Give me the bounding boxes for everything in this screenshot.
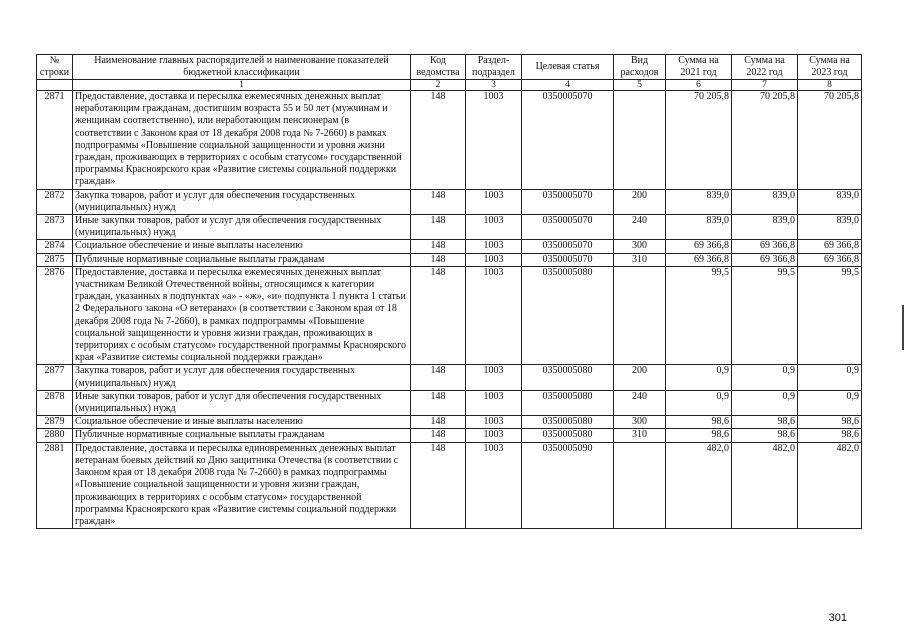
sum-2023: 0,9 (798, 365, 862, 390)
target-item: 0350005070 (522, 253, 614, 266)
budget-table (36, 54, 862, 529)
target-item: 0350005070 (522, 189, 614, 214)
row-number: 2875 (37, 253, 73, 266)
expense-type: 240 (614, 215, 666, 240)
row-name: Публичные нормативные социальные выплаты гражданам (73, 253, 411, 266)
row-number: 2880 (37, 429, 73, 442)
table-row (37, 416, 862, 429)
sum-2021: 482,0 (666, 442, 732, 528)
sum-2023: 482,0 (798, 442, 862, 528)
header-sum-2023: Сумма на 2023 год (798, 55, 862, 80)
row-number: 2879 (37, 416, 73, 429)
page-number: 301 (828, 612, 847, 624)
row-number: 2874 (37, 240, 73, 253)
sum-2023: 98,6 (798, 429, 862, 442)
table-body (37, 91, 862, 529)
header-row-number: № строки (37, 55, 73, 80)
sum-2022: 69 366,8 (732, 253, 798, 266)
expense-type (614, 266, 666, 365)
header-target-item: Целевая статья (522, 55, 614, 80)
sum-2022: 839,0 (732, 215, 798, 240)
expense-type: 240 (614, 390, 666, 415)
row-name: Социальное обеспечение и иные выплаты населению (73, 416, 411, 429)
column-number: 6 (666, 80, 732, 91)
section-code: 1003 (466, 416, 522, 429)
target-item: 0350005070 (522, 91, 614, 190)
section-code: 1003 (466, 91, 522, 190)
sum-2022: 98,6 (732, 429, 798, 442)
sum-2021: 98,6 (666, 429, 732, 442)
sum-2021: 69 366,8 (666, 240, 732, 253)
department-code: 148 (411, 91, 466, 190)
department-code: 148 (411, 253, 466, 266)
sum-2022: 70 205,8 (732, 91, 798, 190)
expense-type: 300 (614, 416, 666, 429)
expense-type: 310 (614, 429, 666, 442)
column-number: 1 (73, 80, 411, 91)
row-name: Предоставление, доставка и пересылка ежемесячных денежных выплат неработающим гражданам, достигшим возраста 55 и 50 лет (мужчинам и женщинам соответственно), или неработающим пенсионерам (в соответствии с Законом края от 18 декабря 2008 года № 7-2660) в рамках подпрограммы «Повышение социальной защищенности и уровня жизни граждан, проживающих в территориях с особым статусом» государственной программы Красноярского края «Развитие системы социальной поддержки граждан» (73, 91, 411, 190)
department-code: 148 (411, 189, 466, 214)
row-name: Социальное обеспечение и иные выплаты населению (73, 240, 411, 253)
target-item: 0350005080 (522, 365, 614, 390)
column-number: 7 (732, 80, 798, 91)
table-row (37, 189, 862, 214)
row-number: 2873 (37, 215, 73, 240)
expense-type: 310 (614, 253, 666, 266)
scan-edge-mark (902, 305, 904, 350)
table-row (37, 91, 862, 190)
table-row (37, 390, 862, 415)
sum-2021: 0,9 (666, 365, 732, 390)
table-row (37, 240, 862, 253)
header-sum-2021: Сумма на 2021 год (666, 55, 732, 80)
header-expense-type: Вид расходов (614, 55, 666, 80)
expense-type: 300 (614, 240, 666, 253)
target-item: 0350005080 (522, 266, 614, 365)
column-number: 5 (614, 80, 666, 91)
table-row (37, 365, 862, 390)
header-row (37, 55, 862, 80)
sum-2021: 70 205,8 (666, 91, 732, 190)
row-name: Закупка товаров, работ и услуг для обеспечения государственных (муниципальных) нужд (73, 189, 411, 214)
column-number: 2 (411, 80, 466, 91)
table-row (37, 442, 862, 528)
sum-2022: 99,5 (732, 266, 798, 365)
header-sum-2022: Сумма на 2022 год (732, 55, 798, 80)
sum-2021: 99,5 (666, 266, 732, 365)
sum-2021: 0,9 (666, 390, 732, 415)
sum-2021: 839,0 (666, 189, 732, 214)
section-code: 1003 (466, 266, 522, 365)
section-code: 1003 (466, 442, 522, 528)
sum-2023: 839,0 (798, 215, 862, 240)
sum-2023: 839,0 (798, 189, 862, 214)
table-row (37, 266, 862, 365)
row-name: Иные закупки товаров, работ и услуг для обеспечения государственных (муниципальных) нужд (73, 215, 411, 240)
target-item: 0350005080 (522, 429, 614, 442)
expense-type (614, 442, 666, 528)
column-number: 3 (466, 80, 522, 91)
sum-2022: 482,0 (732, 442, 798, 528)
table-row (37, 215, 862, 240)
row-number: 2871 (37, 91, 73, 190)
sum-2023: 0,9 (798, 390, 862, 415)
column-number: 4 (522, 80, 614, 91)
column-number (37, 80, 73, 91)
sum-2021: 98,6 (666, 416, 732, 429)
expense-type: 200 (614, 365, 666, 390)
department-code: 148 (411, 390, 466, 415)
section-code: 1003 (466, 429, 522, 442)
department-code: 148 (411, 416, 466, 429)
row-name: Предоставление, доставка и пересылка ежемесячных денежных выплат участникам Великой Отечественной войны, относящимся к категории граждан, указанных в подпунктах «а» - «ж», «и» подпункта 1 пункта 1 статьи 2 Федерального закона «О ветеранах» (в соответствии с Законом края от 18 декабря 2008 года № 7-2660), в рамках подпрограммы «Повышение социальной защищенности и уровня жизни граждан, проживающих в территориях с особым статусом» государственной программы Красноярского края «Развитие системы социальной поддержки граждан» (73, 266, 411, 365)
department-code: 148 (411, 365, 466, 390)
department-code: 148 (411, 429, 466, 442)
row-number: 2876 (37, 266, 73, 365)
sum-2023: 98,6 (798, 416, 862, 429)
table-row (37, 253, 862, 266)
table-row (37, 429, 862, 442)
row-number: 2872 (37, 189, 73, 214)
sum-2022: 0,9 (732, 365, 798, 390)
sum-2022: 839,0 (732, 189, 798, 214)
sum-2022: 0,9 (732, 390, 798, 415)
section-code: 1003 (466, 253, 522, 266)
row-number: 2877 (37, 365, 73, 390)
section-code: 1003 (466, 240, 522, 253)
row-name: Закупка товаров, работ и услуг для обеспечения государственных (муниципальных) нужд (73, 365, 411, 390)
target-item: 0350005070 (522, 215, 614, 240)
header-department-code: Код ведомства (411, 55, 466, 80)
sum-2022: 98,6 (732, 416, 798, 429)
target-item: 0350005080 (522, 390, 614, 415)
expense-type (614, 91, 666, 190)
sum-2023: 70 205,8 (798, 91, 862, 190)
target-item: 0350005090 (522, 442, 614, 528)
row-number: 2878 (37, 390, 73, 415)
sum-2023: 99,5 (798, 266, 862, 365)
column-number: 8 (798, 80, 862, 91)
section-code: 1003 (466, 390, 522, 415)
header-name: Наименование главных распорядителей и наименование показателей бюджетной классификации (73, 55, 411, 80)
department-code: 148 (411, 240, 466, 253)
sum-2023: 69 366,8 (798, 240, 862, 253)
expense-type: 200 (614, 189, 666, 214)
row-number: 2881 (37, 442, 73, 528)
section-code: 1003 (466, 189, 522, 214)
target-item: 0350005080 (522, 416, 614, 429)
sum-2022: 69 366,8 (732, 240, 798, 253)
header-section: Раздел-подраздел (466, 55, 522, 80)
row-name: Публичные нормативные социальные выплаты гражданам (73, 429, 411, 442)
row-name: Иные закупки товаров, работ и услуг для обеспечения государственных (муниципальных) нужд (73, 390, 411, 415)
sum-2023: 69 366,8 (798, 253, 862, 266)
row-name: Предоставление, доставка и пересылка единовременных денежных выплат ветеранам боевых действий ко Дню защитника Отечества (в соответствии с Законом края от 18 декабря 2008 года № 7-2660) в рамках подпрограммы «Повышение социальной защищенности и уровня жизни граждан, проживающих в территориях с особым статусом» государственной программы Красноярского края «Развитие системы социальной поддержки граждан» (73, 442, 411, 528)
department-code: 148 (411, 442, 466, 528)
column-numbers-row (37, 80, 862, 91)
section-code: 1003 (466, 365, 522, 390)
target-item: 0350005070 (522, 240, 614, 253)
sum-2021: 69 366,8 (666, 253, 732, 266)
department-code: 148 (411, 266, 466, 365)
sum-2021: 839,0 (666, 215, 732, 240)
section-code: 1003 (466, 215, 522, 240)
department-code: 148 (411, 215, 466, 240)
